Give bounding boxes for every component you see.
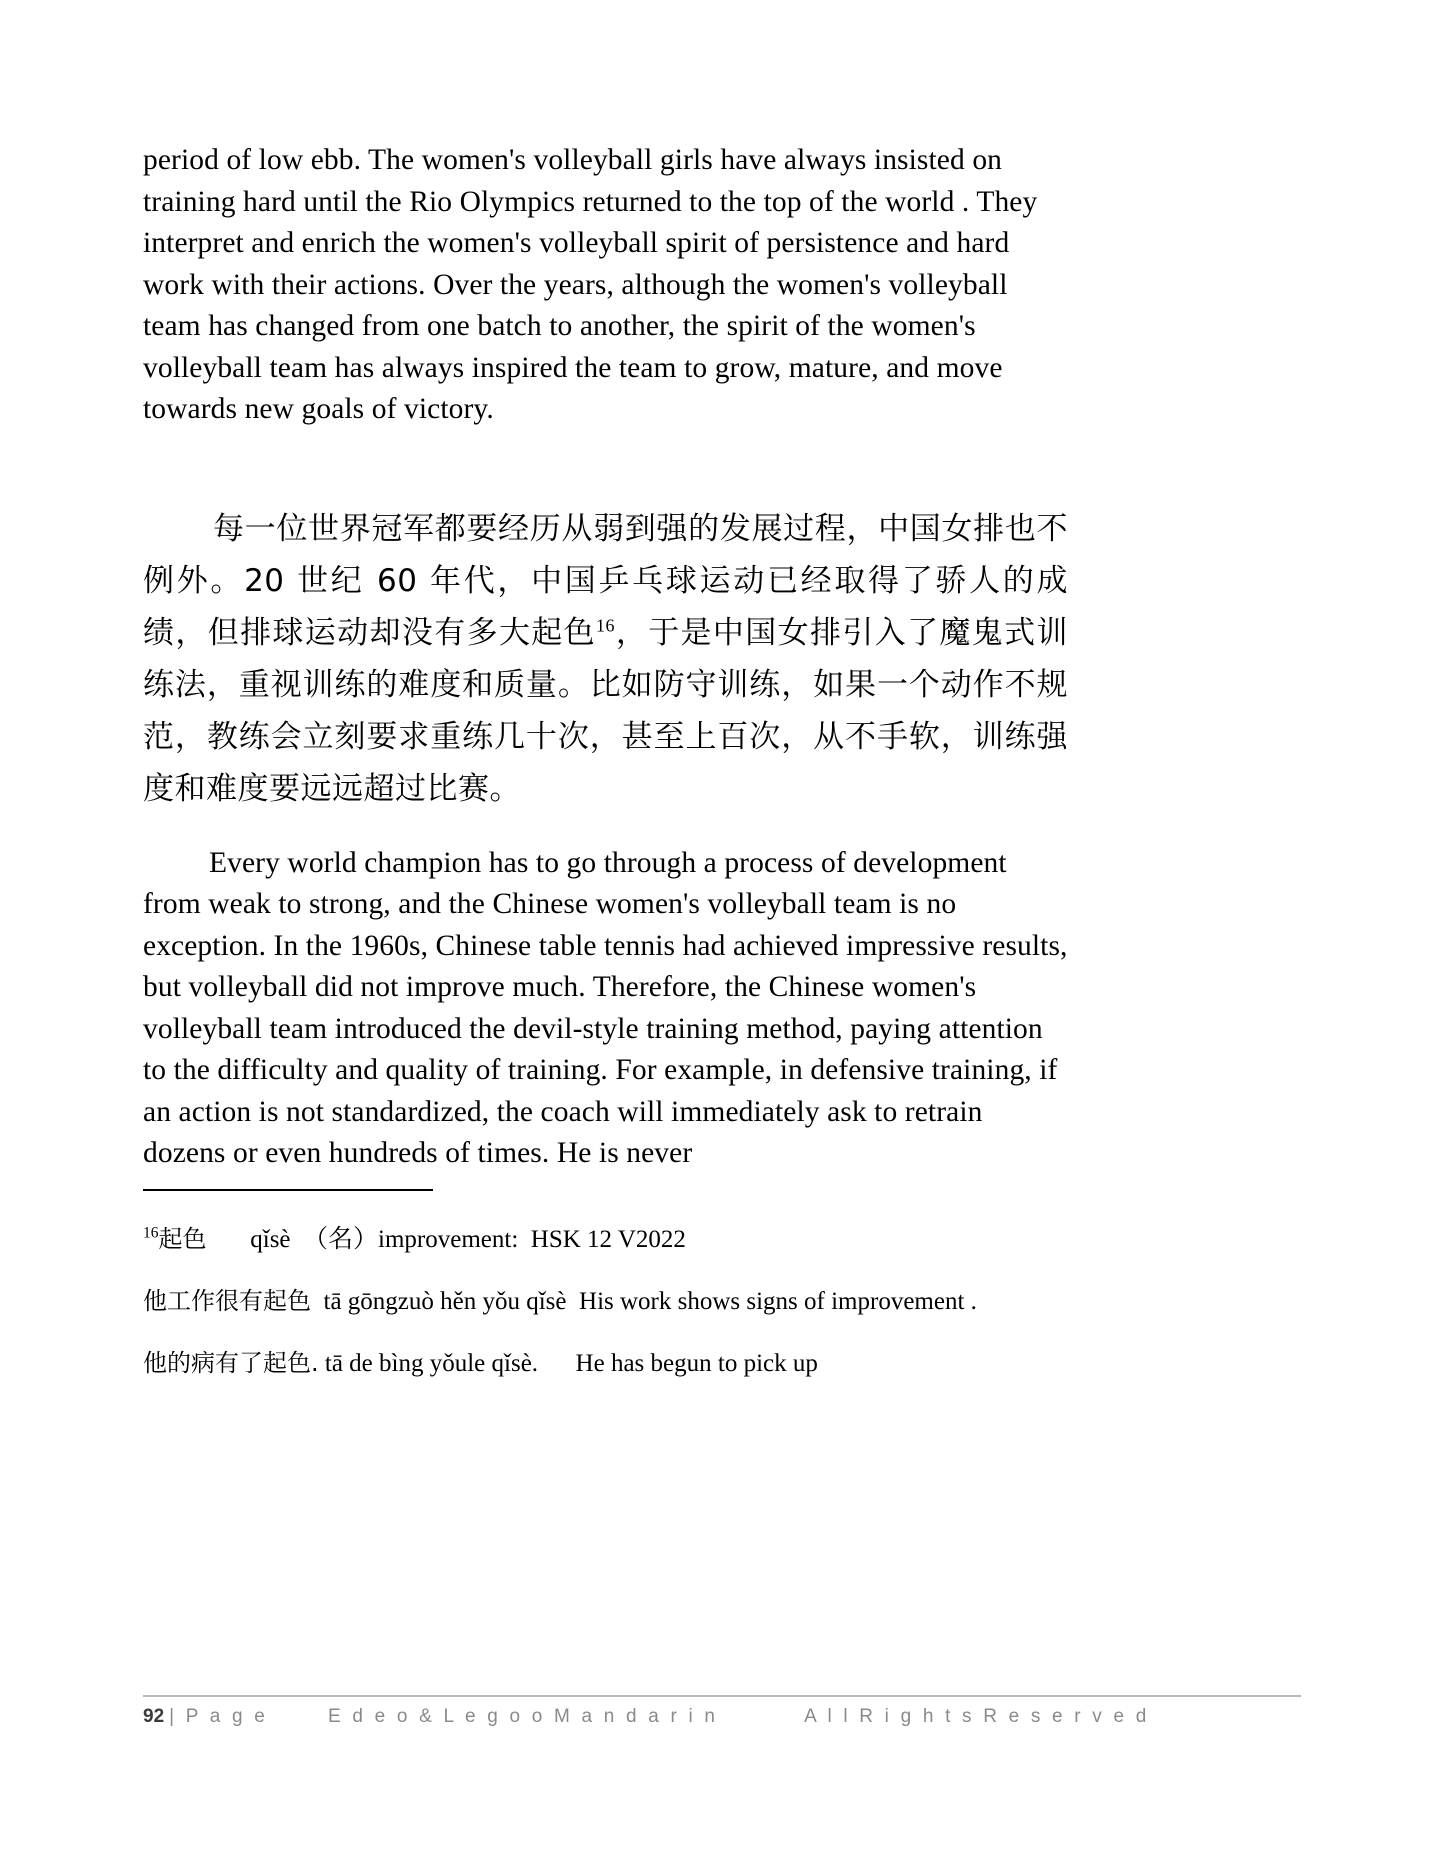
footnote-block (143, 1217, 1068, 1386)
footnote-separator-rule (143, 1189, 433, 1191)
footnote-example-2-pinyin: tā de bìng yǒule qǐsè. (324, 1349, 539, 1377)
footnote-spacing-2 (291, 1226, 304, 1253)
footnote-spacer (143, 1175, 1068, 1189)
paragraph-english-translation: Every world champion has to go through a process of development from weak to strong, and the Chinese women's volleyball team is no exception. In the 1960s, Chinese table tennis had achieved impressive results, but volleyball did not improve much. Therefore, the Chinese women's volleyball team introduced the devil-style training method, paying attention to the difficulty and quality of training. For example, in defensive training, if an action is not standardized, the coach will immediately ask to retrain dozens or even hundreds of times. He is never (143, 846, 1068, 1169)
paragraph-spacer-2 (143, 815, 1068, 843)
footnote-spacing-1 (207, 1226, 251, 1253)
paragraph-chinese (143, 503, 1068, 815)
paragraph-chinese-part1: 每一位世界冠军都要经历从弱到强的发展过程，中国女排也不例外。20 世纪 60 年代，中国乒乓球运动已经取得了骄人的成绩，但排球运动却没有多大起色 (143, 510, 1068, 651)
footnote-number: 16 (143, 1224, 159, 1242)
footnote-example-1 (143, 1279, 1068, 1324)
footnote-example-1-chinese: 他工作很有起色 (143, 1286, 311, 1315)
footer-page-label: | P a g e (169, 1706, 269, 1727)
page-footer (143, 1706, 1301, 1728)
footnote-example-1-english: His work shows signs of improvement . (579, 1287, 977, 1315)
page-content (143, 140, 1068, 1386)
footnote-reference-16[interactable]: 16 (596, 615, 615, 636)
footer-rights: A l l R i g h t s R e s e r v e d (804, 1706, 1150, 1727)
footnote-example-2-chinese: 他的病有了起色. (143, 1348, 319, 1377)
footnote-entry-headword (143, 1217, 1068, 1262)
footnote-pinyin: qǐsè (250, 1225, 291, 1253)
footnote-example-1-pinyin: tā gōngzuò hěn yǒu qǐsè (323, 1287, 567, 1315)
paragraph-chinese-part2: ，于是中国女排引入了魔鬼式训练法，重视训练的难度和质量。比如防守训练，如果一个动作不规范，教练会立刻要求重练几十次，甚至上百次，从不手软，训练强度和难度要远远超过比赛。 (143, 614, 1068, 807)
paragraph-spacer (143, 431, 1068, 503)
footer-divider (143, 1695, 1301, 1697)
footnote-gloss: （名）improvement: HSK 12 V2022 (303, 1225, 686, 1253)
paragraph-english-continuation: period of low ebb. The women's volleyball girls have always insisted on training hard until the Rio Olympics returned to the top of the world . They interpret and enrich the women's volleyball spirit of persistence and hard work with their actions. Over the years, although the women's volleyball team has changed from one batch to another, the spirit of the women's volleyball team has always inspired the team to grow, mature, and move towards new goals of victory. (143, 144, 1038, 425)
footnote-headword: 起色 (158, 1224, 207, 1253)
footnote-spacing-4 (567, 1288, 580, 1315)
footnote-example-2-english: He has begun to pick up (575, 1349, 818, 1377)
footnote-spacing-3 (311, 1288, 324, 1315)
footer-page-number: 92 (143, 1706, 165, 1727)
footer-publisher: E d e o & L e g o o M a n d a r i n (328, 1706, 719, 1727)
footnote-example-2 (143, 1341, 1068, 1386)
footnote-spacing-6 (538, 1350, 576, 1377)
